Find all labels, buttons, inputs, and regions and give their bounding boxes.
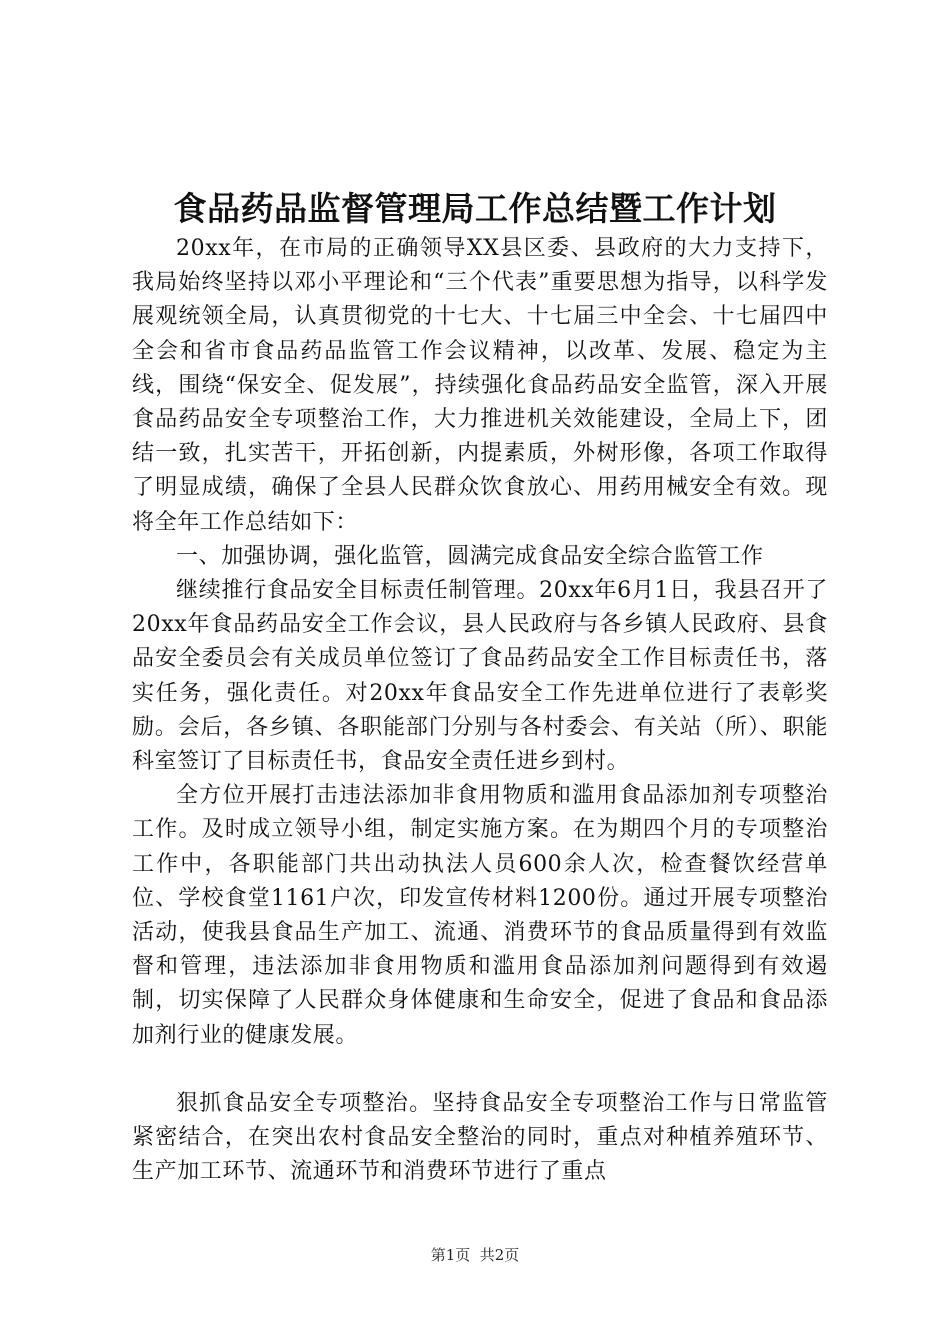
paragraph-target-responsibility: 继续推行食品安全目标责任制管理。20xx年6月1日，我县召开了20xx年食品药品安全工作会议，县人民政府与各乡镇人民政府、县食品安全委员会有关成员单位签订了食品药品安全工作目标责任书，落实任务，强化责任。对20xx年食品安全工作先进单位进行了表彰奖励。会后，各乡镇、各职能部门分别与各村委会、有关站（所）、职能科室签订了目标责任书，食品安全责任进乡到村。	[132, 578, 828, 775]
section-heading-1: 一、加强协调，强化监管，圆满完成食品安全综合监管工作	[176, 543, 764, 569]
paragraph-special-rectification: 全方位开展打击违法添加非食用物质和滥用食品添加剂专项整治工作。及时成立领导小组，制定实施方案。在为期四个月的专项整治工作中，各职能部门共出动执法人员600余人次，检查餐饮经营单位、学校食堂1161户次，印发宣传材料1200份。通过开展专项整治活动，使我县食品生产加工、流通、消费环节的食品质量得到有效监督和管理，违法添加非食用物质和滥用食品添加剂问题得到有效遏制，切实保障了人民群众身体健康和生命安全，促进了食品和食品添加剂行业的健康发展。	[132, 783, 828, 1048]
paragraph-food-safety-rectification: 狠抓食品安全专项整治。坚持食品安全专项整治工作与日常监管紧密结合，在突出农村食品安全整治的同时，重点对种植养殖环节、生产加工环节、流通环节和消费环节进行了重点	[132, 1090, 828, 1185]
paragraph-intro: 20xx年，在市局的正确领导XX县区委、县政府的大力支持下，我局始终坚持以邓小平理论和“三个代表”重要思想为指导，以科学发展观统领全局，认真贯彻党的十七大、十七届三中全会、十七届四中全会和省市食品药品监管工作会议精神，以改革、发展、稳定为主线，围绕“保安全、促发展”，持续强化食品药品安全监管，深入开展食品药品安全专项整治工作，大力推进机关效能建设，全局上下，团结一致，扎实苦干，开拓创新，内提素质，外树形像，各项工作取得了明显成绩，确保了全县人民群众饮食放心、用药用械安全有效。现将全年工作总结如下：	[132, 236, 828, 535]
document-title: 食品药品监督管理局工作总结暨工作计划	[173, 189, 777, 228]
page-footer: 第1页 共2页	[430, 1246, 520, 1264]
document-body	[132, 232, 828, 1189]
